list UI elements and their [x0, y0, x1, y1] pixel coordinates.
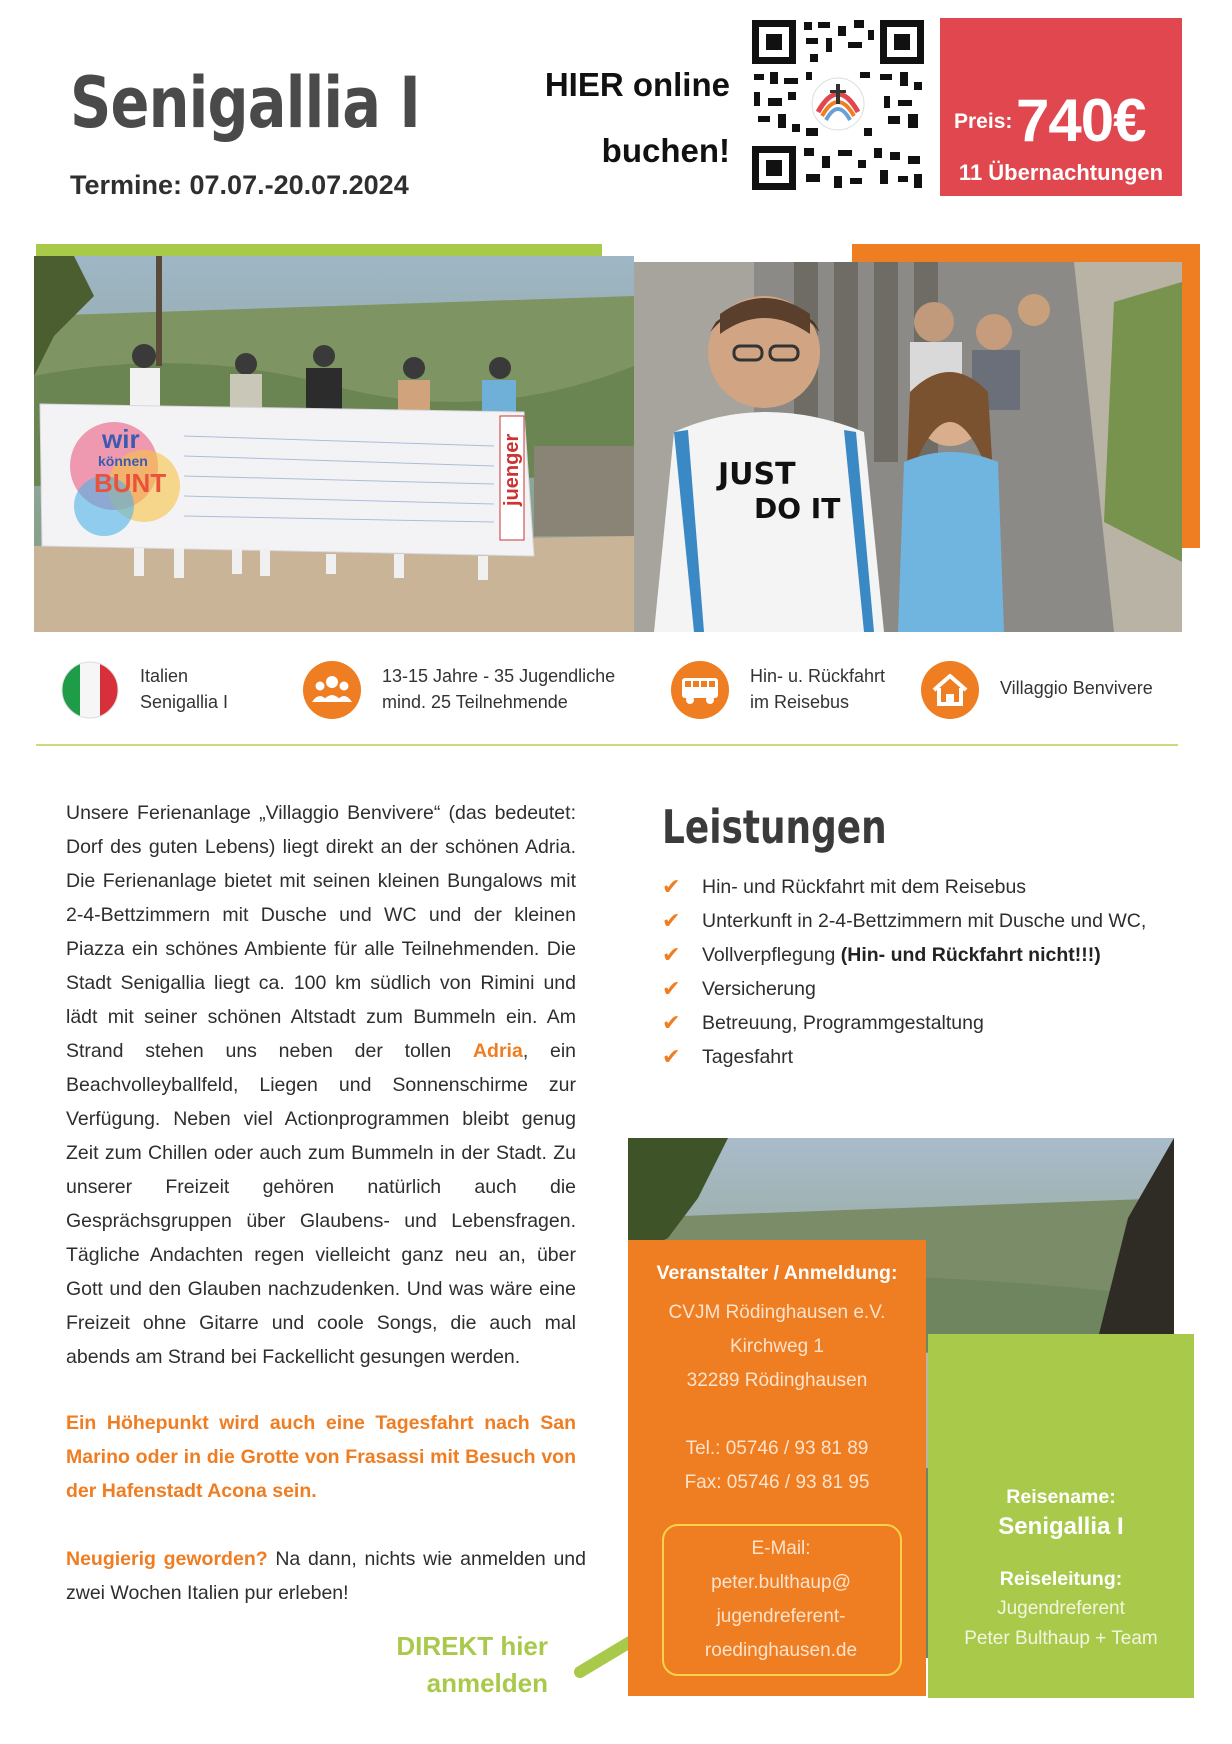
- italy-flag-icon: [60, 660, 120, 720]
- email-label: E-Mail:: [751, 1538, 811, 1559]
- trip-name-label: Reisename:: [1006, 1486, 1116, 1508]
- curious-rest: Na dann, nichts wie anmelden und zwei Wochen Italien pur erleben!: [66, 1548, 586, 1604]
- description-adria: Adria: [472, 1040, 523, 1062]
- direkt-line-1: DIREKT hier: [396, 1631, 548, 1661]
- organizer-street: Kirchweg 1: [730, 1336, 824, 1357]
- cta-line-2: buchen!: [601, 132, 730, 169]
- check-icon: ✔: [662, 1044, 681, 1069]
- direct-registration-cta[interactable]: [388, 1628, 548, 1702]
- trip-lead-role: Jugendreferent: [997, 1598, 1125, 1619]
- organizer-name: CVJM Rödinghausen e.V.: [668, 1302, 886, 1323]
- description-text: [66, 796, 576, 1374]
- check-icon: ✔: [662, 942, 681, 967]
- page-title: Senigallia I: [70, 62, 420, 144]
- services-heading: Leistungen: [662, 800, 887, 854]
- trip-dates: Termine: 07.07.-20.07.2024: [70, 170, 409, 200]
- curious-lead: Neugierig geworden?: [66, 1548, 268, 1570]
- banner-text-wir: wir: [102, 424, 140, 454]
- organizer-tel[interactable]: Tel.: 05746 / 93 81 89: [685, 1438, 869, 1459]
- organizer-fax: Fax: 05746 / 93 81 95: [684, 1472, 870, 1493]
- shirt-text-doit: DO IT: [754, 492, 841, 525]
- info-country: [60, 660, 280, 720]
- email-line-2: jugendreferent-: [716, 1606, 846, 1627]
- banner-text-juenger: juenger: [501, 433, 523, 506]
- info-participants: [302, 660, 632, 720]
- check-icon: ✔: [662, 976, 681, 1001]
- cta-line-1: HIER online: [544, 66, 730, 103]
- list-item: ✔ Unterkunft in 2-4-Bettzimmern mit Dusche und WC,: [662, 904, 1182, 938]
- group-icon: [302, 660, 362, 720]
- email-line-3: roedinghausen.de: [704, 1640, 858, 1661]
- trip-details: [928, 1484, 1194, 1652]
- info-accommodation: [920, 660, 1182, 720]
- online-booking-cta[interactable]: [520, 52, 730, 184]
- banner-text-bunt: BUNT: [94, 468, 167, 498]
- check-icon: ✔: [662, 1010, 681, 1035]
- check-icon: ✔: [662, 874, 681, 899]
- banner-text-koennen: können: [98, 453, 148, 469]
- info-participants-line1: 13-15 Jahre - 35 Jugendliche: [382, 666, 616, 686]
- nights-count: 11 Übernachtungen: [958, 160, 1164, 185]
- list-item: ✔ Vollverpflegung (Hin- und Rückfahrt nicht!!!): [662, 938, 1182, 972]
- price-value: 740€: [1016, 87, 1146, 154]
- info-country-line2: Senigallia I: [140, 692, 229, 712]
- list-item: ✔ Hin- und Rückfahrt mit dem Reisebus: [662, 870, 1182, 904]
- section-divider: [36, 744, 1178, 746]
- organizer-city: 32289 Rödinghausen: [686, 1370, 868, 1391]
- trip-name-value: Senigallia I: [998, 1513, 1124, 1540]
- organizer-heading: Veranstalter / Anmeldung:: [656, 1262, 898, 1284]
- list-item: ✔ Betreuung, Programmgestaltung: [662, 1006, 1182, 1040]
- info-accommodation-line1: Villaggio Benvivere: [1000, 678, 1153, 698]
- description-part1: Unsere Ferienanlage „Villaggio Benvivere“ (das bedeutet: Dorf des guten Lebens) liegt direkt an der schönen Adria. Die Ferienanlage bietet mit seinen kleinen Bungalows mit 2-4-Bettzimmern mit Dusche und WC und der kleinen Piazza ein schönes Ambiente für alle Teilnehmenden. Die Stadt Senigallia liegt ca. 100 km südlich von Rimini und lädt mit seiner schönen Altstadt zum Bummeln ein. Am Strand stehen uns neben der tollen: [66, 802, 576, 1062]
- curious-text: [66, 1542, 586, 1610]
- green-accent-bar: [36, 244, 602, 256]
- description-part2: , ein Beachvolleyballfeld, Liegen und Sonnenschirme zur Verfügung. Neben viel Actionprogrammen bleibt genug Zeit zum Chillen oder auch zum Bummeln in der Stadt. Zu unserer Freizeit gehören natürlich auch die Gesprächsgruppen über Glaubens- und Lebensfragen. Tägliche Andachten regen vielleicht ganz neu an, über Gott und den Glauben nachzudenken. Und was wäre eine Freizeit ohne Gitarre und coole Songs, die auch mal abends am Strand bei Fackellicht gesungen werden.: [66, 1040, 576, 1368]
- trip-lead-label: Reiseleitung:: [999, 1568, 1123, 1590]
- list-item: ✔ Tagesfahrt: [662, 1040, 1182, 1074]
- trip-lead-name: Peter Bulthaup + Team: [964, 1628, 1158, 1649]
- price-box: [940, 18, 1182, 196]
- info-transport-line1: Hin- u. Rückfahrt: [750, 666, 886, 686]
- bus-icon: [670, 660, 730, 720]
- check-icon: ✔: [662, 908, 681, 933]
- price-label: Preis:: [954, 110, 1013, 133]
- house-icon: [920, 660, 980, 720]
- shirt-text-just: JUST: [718, 457, 796, 492]
- list-item: ✔ Versicherung: [662, 972, 1182, 1006]
- organizer-address: [628, 1296, 926, 1500]
- email-line-1: peter.bulthaup@: [711, 1572, 851, 1593]
- info-country-line1: Italien: [140, 666, 189, 686]
- info-transport: [670, 660, 900, 720]
- services-list: [662, 870, 1182, 1074]
- hiking-group-photo: [634, 262, 1182, 632]
- booking-qr-code[interactable]: [748, 16, 928, 194]
- group-photo-with-banner: [34, 256, 634, 632]
- organizer-email[interactable]: [628, 1532, 934, 1668]
- info-participants-line2: mind. 25 Teilnehmende: [382, 692, 568, 712]
- highlight-text: Ein Höhepunkt wird auch eine Tagesfahrt nach San Marino oder in die Grotte von Frasassi mit Besuch von der Hafenstadt Acona sein.: [66, 1412, 576, 1502]
- direkt-line-2: anmelden: [426, 1668, 548, 1698]
- info-transport-line2: im Reisebus: [750, 692, 850, 712]
